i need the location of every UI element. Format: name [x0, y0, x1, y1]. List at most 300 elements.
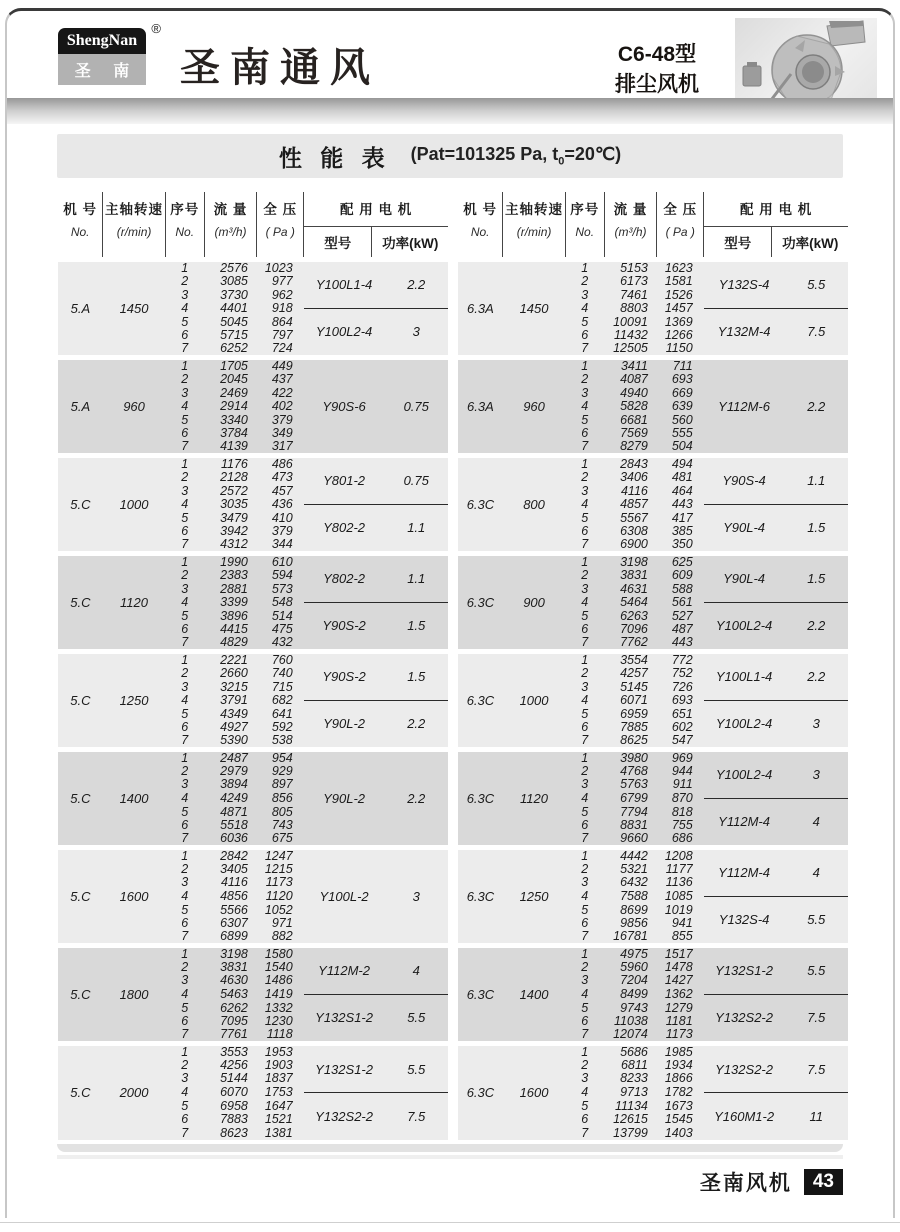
- flow-cell: 3479: [204, 511, 257, 525]
- performance-row: [58, 847, 448, 862]
- machine-no-cell: 5.C: [58, 1043, 103, 1140]
- flow-cell: 8499: [604, 987, 657, 1001]
- seq-no-cell: 5: [165, 805, 204, 819]
- pressure-cell: 443: [657, 636, 704, 651]
- flow-cell: 6070: [204, 1085, 257, 1099]
- seq-no-cell: 6: [565, 819, 604, 833]
- flow-cell: 4975: [604, 945, 657, 960]
- flow-cell: 4927: [204, 721, 257, 735]
- motor-entry: [304, 603, 448, 649]
- pressure-cell: 954: [257, 749, 304, 764]
- seq-no-cell: 4: [165, 302, 204, 316]
- flow-cell: 4940: [604, 386, 657, 400]
- pressure-cell: 527: [657, 609, 704, 623]
- motor-entry: [304, 360, 448, 453]
- motor-model: Y132S1-2: [315, 1010, 373, 1026]
- pressure-cell: 1581: [657, 275, 704, 289]
- motor-stack: [304, 948, 448, 1041]
- machine-no-cell: 5.C: [58, 651, 103, 749]
- machine-no-cell: 6.3C: [458, 1043, 503, 1140]
- motor-cell: [304, 651, 448, 749]
- flow-cell: 12505: [604, 342, 657, 357]
- motor-stack: [304, 654, 448, 747]
- seq-no-cell: 6: [565, 1015, 604, 1029]
- flow-cell: 5960: [604, 960, 657, 974]
- product-model-line2: 排尘风机: [615, 73, 699, 97]
- motor-model: Y90L-2: [323, 716, 366, 732]
- flow-cell: 3831: [204, 960, 257, 974]
- seq-no-cell: 1: [165, 847, 204, 862]
- motor-cell: [704, 260, 848, 358]
- seq-no-cell: 5: [565, 413, 604, 427]
- seq-no-cell: 1: [165, 651, 204, 666]
- flow-cell: 16781: [604, 930, 657, 945]
- seq-no-cell: 3: [165, 582, 204, 596]
- machine-no-cell: 5.C: [58, 847, 103, 945]
- flow-cell: 1990: [204, 553, 257, 568]
- seq-no-cell: 2: [165, 862, 204, 876]
- seq-no-cell: 1: [565, 945, 604, 960]
- motor-power: 2.2: [807, 398, 826, 414]
- motor-stack: [304, 1046, 448, 1140]
- flow-cell: 2979: [204, 764, 257, 778]
- flow-cell: 5566: [204, 903, 257, 917]
- motor-power: 3: [812, 767, 820, 783]
- seq-no-cell: 6: [165, 917, 204, 931]
- seq-no-cell: 7: [565, 832, 604, 847]
- pressure-cell: 422: [257, 386, 304, 400]
- seq-no-cell: 6: [165, 427, 204, 441]
- flow-cell: 10091: [604, 315, 657, 329]
- seq-no-cell: 2: [565, 666, 604, 680]
- pressure-cell: 941: [657, 917, 704, 931]
- brand-logo-english: ShengNan: [58, 28, 146, 54]
- motor-power: 3: [812, 716, 820, 732]
- pressure-cell: 379: [257, 413, 304, 427]
- flow-cell: 3340: [204, 413, 257, 427]
- flow-cell: 5828: [604, 400, 657, 414]
- motor-entry: [304, 701, 448, 747]
- motor-entry: [704, 752, 848, 798]
- seq-no-cell: 4: [565, 302, 604, 316]
- motor-power: 0.75: [403, 398, 429, 414]
- performance-row: [458, 945, 848, 960]
- motor-power: 5.5: [807, 912, 826, 928]
- motor-stack: [704, 458, 848, 551]
- pressure-cell: 797: [257, 329, 304, 343]
- flow-cell: 8831: [604, 819, 657, 833]
- motor-entry: [704, 360, 848, 453]
- pressure-cell: 602: [657, 721, 704, 735]
- pressure-cell: 417: [657, 511, 704, 525]
- motor-power: 4: [812, 865, 820, 881]
- seq-no-cell: 5: [565, 609, 604, 623]
- pressure-cell: 1369: [657, 315, 704, 329]
- seq-no-cell: 6: [565, 427, 604, 441]
- motor-entry: [304, 752, 448, 845]
- seq-no-cell: 4: [565, 890, 604, 904]
- pressure-cell: 760: [257, 651, 304, 666]
- seq-no-cell: 7: [565, 1126, 604, 1140]
- flow-cell: 6071: [604, 694, 657, 708]
- seq-no-cell: 5: [565, 1099, 604, 1113]
- pressure-cell: 436: [257, 498, 304, 512]
- seq-no-cell: 7: [565, 342, 604, 357]
- pressure-cell: 669: [657, 386, 704, 400]
- flow-cell: 13799: [604, 1126, 657, 1140]
- pressure-cell: 538: [257, 734, 304, 749]
- motor-power: 1.5: [407, 669, 426, 685]
- pressure-cell: 686: [657, 832, 704, 847]
- seq-no-cell: 7: [165, 930, 204, 945]
- motor-power: 2.2: [807, 669, 826, 685]
- pressure-cell: 457: [257, 484, 304, 498]
- flow-cell: 7794: [604, 805, 657, 819]
- motor-entry: [704, 995, 848, 1041]
- pressure-cell: 475: [257, 623, 304, 637]
- motor-power: 5.5: [807, 277, 826, 293]
- motor-power: 2.2: [407, 716, 426, 732]
- table-header: [58, 192, 448, 260]
- motor-cell: [304, 945, 448, 1043]
- flow-cell: 7762: [604, 636, 657, 651]
- flow-cell: 2914: [204, 400, 257, 414]
- flow-cell: 9743: [604, 1001, 657, 1015]
- machine-no-cell: 5.C: [58, 455, 103, 553]
- motor-model: Y90S-2: [322, 618, 366, 634]
- pressure-cell: 610: [257, 553, 304, 568]
- seq-no-cell: 1: [165, 455, 204, 470]
- seq-no-cell: 5: [165, 1001, 204, 1015]
- seq-no-cell: 1: [165, 1043, 204, 1058]
- perf-cond-subscript: 0: [558, 155, 565, 168]
- seq-no-cell: 3: [165, 288, 204, 302]
- seq-no-cell: 7: [165, 440, 204, 455]
- pressure-cell: 1521: [257, 1113, 304, 1127]
- seq-no-cell: 5: [165, 511, 204, 525]
- col-header-shaft-speed: 主轴转速 (r/min): [103, 192, 165, 260]
- flow-cell: 6958: [204, 1099, 257, 1113]
- pressure-cell: 1427: [657, 974, 704, 988]
- col-header-motor-group: 配 用 电 机: [304, 192, 448, 227]
- motor-model: Y132S2-2: [315, 1109, 373, 1125]
- pressure-cell: 693: [657, 372, 704, 386]
- table-bottom-cap-secondary: [57, 1155, 843, 1159]
- motor-cell: [304, 455, 448, 553]
- flow-cell: 4631: [604, 582, 657, 596]
- col-header-motor-model: 型号: [304, 227, 372, 260]
- seq-no-cell: 5: [565, 707, 604, 721]
- seq-no-cell: 7: [165, 342, 204, 357]
- performance-row: [58, 455, 448, 470]
- flow-cell: 6900: [604, 538, 657, 553]
- pressure-cell: 675: [257, 832, 304, 847]
- flow-cell: 2487: [204, 749, 257, 764]
- motor-power: 7.5: [407, 1109, 426, 1125]
- seq-no-cell: 7: [165, 538, 204, 553]
- pressure-cell: 1985: [657, 1043, 704, 1058]
- pressure-cell: 555: [657, 427, 704, 441]
- motor-entry: [704, 603, 848, 649]
- motor-entry: [704, 1046, 848, 1093]
- seq-no-cell: 5: [165, 903, 204, 917]
- shaft-speed-cell: 1000: [103, 455, 165, 553]
- seq-no-cell: 2: [165, 1058, 204, 1072]
- pressure-cell: 473: [257, 470, 304, 484]
- flow-cell: 3730: [204, 288, 257, 302]
- pressure-cell: 1580: [257, 945, 304, 960]
- seq-no-cell: 4: [565, 596, 604, 610]
- machine-no-cell: 5.C: [58, 553, 103, 651]
- flow-cell: 3894: [204, 778, 257, 792]
- motor-cell: [704, 651, 848, 749]
- flow-cell: 6432: [604, 876, 657, 890]
- performance-title: 性 能 表: [278, 144, 391, 171]
- seq-no-cell: 1: [565, 357, 604, 372]
- machine-no-cell: 6.3C: [458, 945, 503, 1043]
- company-title: 圣南通风: [180, 46, 380, 90]
- seq-no-cell: 1: [565, 847, 604, 862]
- performance-row: [458, 455, 848, 470]
- pressure-cell: 897: [257, 778, 304, 792]
- flow-cell: 6899: [204, 930, 257, 945]
- flow-cell: 2881: [204, 582, 257, 596]
- motor-power: 4: [412, 963, 420, 979]
- performance-row: [58, 651, 448, 666]
- motor-model: Y112M-4: [718, 814, 770, 830]
- seq-no-cell: 4: [165, 890, 204, 904]
- motor-entry: [304, 309, 448, 355]
- seq-no-cell: 1: [565, 749, 604, 764]
- pressure-cell: 494: [657, 455, 704, 470]
- flow-cell: 8699: [604, 903, 657, 917]
- performance-row: [58, 357, 448, 372]
- pressure-cell: 1837: [257, 1072, 304, 1086]
- pressure-cell: 856: [257, 792, 304, 806]
- pressure-cell: 1486: [257, 974, 304, 988]
- motor-model: Y100L2-4: [715, 767, 773, 783]
- flow-cell: 7204: [604, 974, 657, 988]
- flow-cell: 6959: [604, 707, 657, 721]
- flow-cell: 4768: [604, 764, 657, 778]
- col-header-motor-group: 配 用 电 机: [704, 192, 848, 227]
- pressure-cell: 514: [257, 609, 304, 623]
- seq-no-cell: 2: [565, 1058, 604, 1072]
- pressure-cell: 350: [657, 538, 704, 553]
- motor-model: Y112M-4: [718, 865, 770, 881]
- motor-power: 2.2: [407, 277, 426, 293]
- flow-cell: 7883: [204, 1113, 257, 1127]
- motor-entry: [304, 505, 448, 551]
- pressure-cell: 487: [657, 623, 704, 637]
- seq-no-cell: 3: [565, 778, 604, 792]
- pressure-cell: 1457: [657, 302, 704, 316]
- machine-no-cell: 5.C: [58, 945, 103, 1043]
- flow-cell: 6681: [604, 413, 657, 427]
- motor-model: Y90L-4: [723, 571, 766, 587]
- motor-model: Y132S2-2: [715, 1010, 773, 1026]
- machine-no-cell: 6.3C: [458, 553, 503, 651]
- motor-entry: [704, 850, 848, 896]
- flow-cell: 5463: [204, 987, 257, 1001]
- motor-power: 0.75: [403, 473, 429, 489]
- motor-stack: [304, 850, 448, 943]
- flow-cell: 5464: [604, 596, 657, 610]
- motor-power: 5.5: [407, 1010, 426, 1026]
- shaft-speed-cell: 1400: [503, 945, 565, 1043]
- seq-no-cell: 7: [165, 1126, 204, 1140]
- seq-no-cell: 3: [165, 778, 204, 792]
- machine-no-cell: 5.C: [58, 749, 103, 847]
- flow-cell: 2842: [204, 847, 257, 862]
- flow-cell: 4087: [604, 372, 657, 386]
- pressure-cell: 1381: [257, 1126, 304, 1140]
- seq-no-cell: 2: [165, 666, 204, 680]
- flow-cell: 6173: [604, 275, 657, 289]
- motor-power: 3: [412, 888, 420, 904]
- flow-cell: 12074: [604, 1028, 657, 1043]
- seq-no-cell: 7: [165, 636, 204, 651]
- motor-cell: [304, 749, 448, 847]
- flow-cell: 8803: [604, 302, 657, 316]
- flow-cell: 3980: [604, 749, 657, 764]
- flow-cell: 2221: [204, 651, 257, 666]
- motor-model: Y132S1-2: [715, 963, 773, 979]
- motor-entry: [704, 458, 848, 504]
- pressure-cell: 344: [257, 538, 304, 553]
- pressure-cell: 1136: [657, 876, 704, 890]
- seq-no-cell: 2: [165, 470, 204, 484]
- pressure-cell: 560: [657, 413, 704, 427]
- shaft-speed-cell: 1450: [103, 260, 165, 358]
- pressure-cell: 1403: [657, 1126, 704, 1140]
- pressure-cell: 1647: [257, 1099, 304, 1113]
- shaft-speed-cell: 1450: [503, 260, 565, 358]
- motor-cell: [704, 553, 848, 651]
- seq-no-cell: 1: [165, 357, 204, 372]
- motor-stack: [304, 752, 448, 845]
- motor-stack: [704, 360, 848, 453]
- seq-no-cell: 3: [165, 876, 204, 890]
- motor-cell: [304, 553, 448, 651]
- pressure-cell: 755: [657, 819, 704, 833]
- motor-model: Y132S2-2: [715, 1061, 773, 1077]
- shaft-speed-cell: 960: [103, 357, 165, 455]
- pressure-cell: 1517: [657, 945, 704, 960]
- pressure-cell: 464: [657, 484, 704, 498]
- performance-row: [458, 1043, 848, 1058]
- table-body: [58, 260, 448, 1140]
- motor-power: 7.5: [807, 324, 826, 340]
- pressure-cell: 882: [257, 930, 304, 945]
- seq-no-cell: 7: [565, 440, 604, 455]
- seq-no-cell: 5: [165, 609, 204, 623]
- seq-no-cell: 4: [565, 400, 604, 414]
- pressure-cell: 1215: [257, 862, 304, 876]
- motor-model: Y100L1-4: [315, 277, 373, 293]
- seq-no-cell: 3: [165, 974, 204, 988]
- flow-cell: 4857: [604, 498, 657, 512]
- seq-no-cell: 3: [565, 974, 604, 988]
- machine-no-cell: 6.3C: [458, 651, 503, 749]
- pressure-cell: 437: [257, 372, 304, 386]
- pressure-cell: 1953: [257, 1043, 304, 1058]
- pressure-cell: 1673: [657, 1099, 704, 1113]
- flow-cell: 5045: [204, 315, 257, 329]
- flow-cell: 11432: [604, 329, 657, 343]
- flow-cell: 12615: [604, 1113, 657, 1127]
- flow-cell: 3411: [604, 357, 657, 372]
- flow-cell: 2469: [204, 386, 257, 400]
- flow-cell: 3784: [204, 427, 257, 441]
- pressure-cell: 715: [257, 680, 304, 694]
- motor-power: 4: [812, 814, 820, 830]
- pressure-cell: 443: [657, 498, 704, 512]
- col-header-machine-no: 机 号 No.: [458, 192, 503, 260]
- seq-no-cell: 2: [165, 372, 204, 386]
- flow-cell: 4257: [604, 666, 657, 680]
- motor-model: Y100L-2: [319, 888, 369, 904]
- col-header-pressure: 全 压 ( Pa ): [257, 192, 304, 260]
- flow-cell: 3399: [204, 596, 257, 610]
- page-number-badge: 43: [804, 1169, 843, 1195]
- motor-entry: [304, 948, 448, 994]
- flow-cell: 6308: [604, 525, 657, 539]
- performance-row: [458, 847, 848, 862]
- motor-cell: [704, 357, 848, 455]
- pressure-cell: 1019: [657, 903, 704, 917]
- motor-power: 1.1: [407, 520, 426, 536]
- perf-cond-pre: (Pat=101325 Pa, t: [410, 144, 559, 165]
- pressure-cell: 548: [257, 596, 304, 610]
- motor-model: Y160M1-2: [714, 1109, 775, 1125]
- seq-no-cell: 6: [565, 525, 604, 539]
- motor-entry: [704, 897, 848, 943]
- seq-no-cell: 6: [565, 1113, 604, 1127]
- seq-no-cell: 4: [565, 1085, 604, 1099]
- seq-no-cell: 3: [565, 288, 604, 302]
- flow-cell: 3406: [604, 470, 657, 484]
- pressure-cell: 349: [257, 427, 304, 441]
- col-header-seq-no: 序号 No.: [565, 192, 604, 260]
- col-header-flow: 流 量 (m³/h): [204, 192, 257, 260]
- pressure-cell: 724: [257, 342, 304, 357]
- performance-tables: [0, 178, 900, 1140]
- seq-no-cell: 7: [565, 734, 604, 749]
- motor-power: 1.5: [807, 571, 826, 587]
- seq-no-cell: 4: [165, 694, 204, 708]
- seq-no-cell: 2: [165, 275, 204, 289]
- motor-entry: [304, 850, 448, 943]
- performance-conditions: [411, 144, 621, 168]
- flow-cell: 6307: [204, 917, 257, 931]
- pressure-cell: 805: [257, 805, 304, 819]
- motor-entry: [304, 1093, 448, 1140]
- seq-no-cell: 5: [565, 1001, 604, 1015]
- seq-no-cell: 2: [165, 568, 204, 582]
- flow-cell: 4116: [204, 876, 257, 890]
- seq-no-cell: 4: [165, 792, 204, 806]
- shaft-speed-cell: 1250: [103, 651, 165, 749]
- shaft-speed-cell: 1600: [503, 1043, 565, 1140]
- machine-no-cell: 6.3A: [458, 357, 503, 455]
- pressure-cell: 711: [657, 357, 704, 372]
- flow-cell: 5567: [604, 511, 657, 525]
- pressure-cell: 410: [257, 511, 304, 525]
- motor-cell: [704, 749, 848, 847]
- motor-power: 7.5: [807, 1010, 826, 1026]
- pressure-cell: 1023: [257, 260, 304, 275]
